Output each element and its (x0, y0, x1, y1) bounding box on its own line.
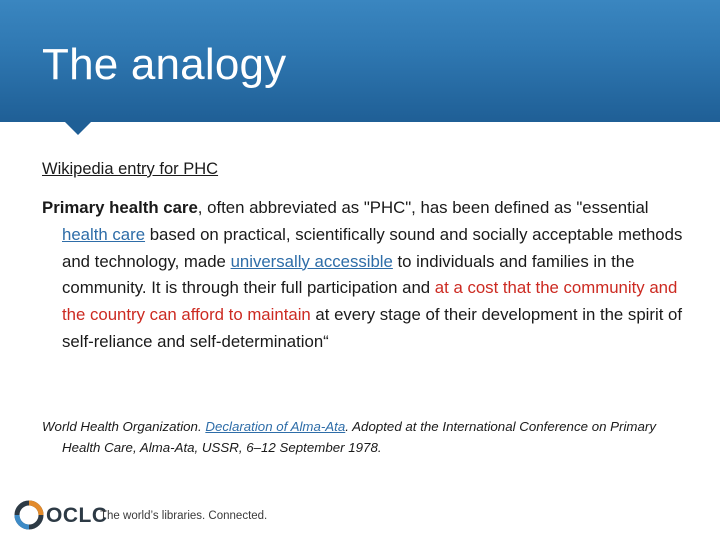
health-care-link[interactable]: health care (62, 224, 146, 244)
oclc-logo-icon (14, 500, 44, 530)
slide-header (0, 0, 720, 122)
citation-pre: World Health Organization. (42, 419, 206, 434)
quote-text-1: , often abbreviated as "PHC", has been defined as "essential (197, 198, 649, 217)
slide-title: The analogy (42, 40, 287, 89)
phc-definition-quote (42, 195, 692, 356)
wikipedia-heading: Wikipedia entry for PHC (42, 160, 219, 178)
oclc-logo-text: OCLC (46, 504, 108, 527)
alma-ata-declaration-link[interactable]: Declaration of Alma-Ata (205, 419, 346, 434)
quote-highlight-red: at a cost that the community and the country can afford to maintain (62, 278, 678, 325)
header-notch (64, 121, 92, 135)
footer (14, 498, 314, 534)
quote-text-3: to individuals and families in the community. It is through their full participation and (62, 251, 635, 298)
quote-text-4: at every stage of their development in the spirit of self-reliance and self-determination“ (62, 305, 683, 351)
term-bold: Primary health care (42, 198, 198, 217)
slide-content (42, 160, 692, 356)
citation-post: . Adopted at the International Conference on Primary Health Care, Alma-Ata, USSR, 6–12 September 1978. (62, 419, 656, 455)
footer-tagline: The world’s libraries. Connected. (100, 510, 268, 522)
universally-accessible-link[interactable]: universally accessible (230, 251, 393, 271)
citation (42, 416, 662, 458)
quote-text-2: based on practical, scientifically sound and socially acceptable methods and technology, made (62, 224, 683, 271)
